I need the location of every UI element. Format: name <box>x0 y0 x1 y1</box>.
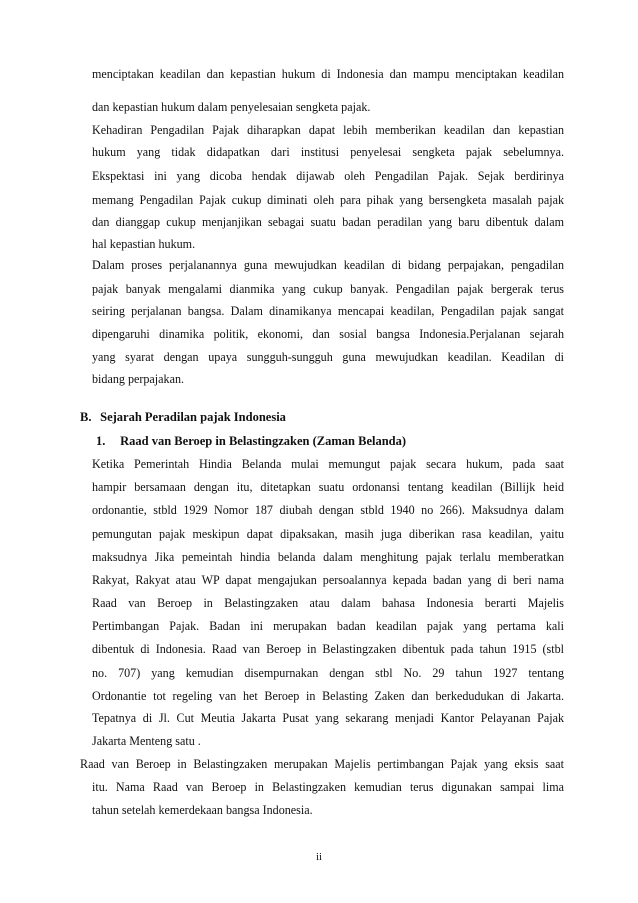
paragraph-4-line-10: no. 707) yang kemudian disempurnakan dengan stbl No. 29 tahun 1927 tentang <box>92 666 564 680</box>
paragraph-3-line-5: yang syarat dengan upaya sungguh-sungguh guna mewujudkan keadilan. Keadilan di <box>92 350 564 364</box>
subsection-1-title: Raad van Beroep in Belastingzaken (Zaman Belanda) <box>120 434 407 448</box>
paragraph-2-line-5: dan dianggap cukup menjanjikan sebagai suatu badan peradilan yang baru dibentuk dalam <box>92 215 564 229</box>
paragraph-1-line-2: dan kepastian hukum dalam penyelesaian sengketa pajak. <box>92 100 371 114</box>
paragraph-4-line-2: hampir bersamaan dengan itu, ditetapkan suatu ordonansi tentang keadilan (Billijk heid <box>92 480 564 494</box>
paragraph-5-line-2: itu. Nama Raad van Beroep in Belastingzaken kemudian terus digunakan sampai lima <box>92 780 564 794</box>
paragraph-3-line-4: dipengaruhi dinamika politik, ekonomi, dan sosial bangsa Indonesia.Perjalanan sejarah <box>92 327 564 341</box>
paragraph-4-line-1: Ketika Pemerintah Hindia Belanda mulai memungut pajak secara hukum, pada saat <box>92 457 564 471</box>
page-number: ii <box>315 851 323 863</box>
section-b-number: B. <box>80 410 92 424</box>
paragraph-4-line-9: dibentuk di Indonesia. Raad van Beroep in Belastingzaken dibentuk pada tahun 1915 (stbl <box>92 642 564 656</box>
paragraph-4-line-13: Jakarta Menteng satu . <box>92 734 201 748</box>
paragraph-2-line-1: Kehadiran Pengadilan Pajak diharapkan dapat lebih memberikan keadilan dan kepastian <box>92 123 564 137</box>
paragraph-4-line-4: pemungutan pajak meskipun dapat dipaksakan, masih juga diberikan rasa keadilan, yaitu <box>92 527 564 541</box>
paragraph-4-line-5: maksudnya Jika pemeintah hindia belanda dalam menghitung pajak terlalu memberatkan <box>92 550 564 564</box>
subsection-1-heading <box>96 433 406 449</box>
paragraph-3-line-3: seiring perjalanan bangsa. Dalam dinamikanya mencapai keadilan, Pengadilan pajak sangat <box>92 304 564 318</box>
paragraph-3-line-1: Dalam proses perjalanannya guna mewujudkan keadilan di bidang perpajakan, pengadilan <box>92 258 564 272</box>
paragraph-2-line-6: hal kepastian hukum. <box>92 237 196 251</box>
paragraph-1-line-1: menciptakan keadilan dan kepastian hukum di Indonesia dan mampu menciptakan keadilan <box>92 67 564 81</box>
paragraph-3-line-2: pajak banyak mengalami dianmika yang cukup banyak. Pengadilan pajak bergerak terus <box>92 282 564 296</box>
paragraph-4-line-8: Pertimbangan Pajak. Badan ini merupakan badan keadilan pajak yang pertama kali <box>92 619 564 633</box>
paragraph-5-line-1: Raad van Beroep in Belastingzaken merupakan Majelis pertimbangan Pajak yang eksis saat <box>80 757 564 771</box>
subsection-1-number: 1. <box>96 434 106 448</box>
paragraph-2-line-3: Ekspektasi ini yang dicoba hendak dijawab oleh Pengadilan Pajak. Sejak berdirinya <box>92 169 564 183</box>
paragraph-4-line-7: Raad van Beroep in Belastingzaken atau dalam bahasa Indonesia berarti Majelis <box>92 596 564 610</box>
paragraph-4-line-11: Ordonantie tot regeling van het Beroep in Belasting Zaken dan berkedudukan di Jakarta. <box>92 689 564 703</box>
paragraph-5-line-3: tahun setelah kemerdekaan bangsa Indonesia. <box>92 803 313 817</box>
section-b-title: Sejarah Peradilan pajak Indonesia <box>100 410 286 424</box>
paragraph-2-line-2: hukum yang tidak didapatkan dari institusi penyelesai sengketa pajak sebelumnya. <box>92 145 564 159</box>
paragraph-3-line-6: bidang perpajakan. <box>92 372 185 386</box>
paragraph-4-line-12: Tepatnya di Jl. Cut Meutia Jakarta Pusat yang sekarang menjadi Kantor Pelayanan Pajak <box>92 711 564 725</box>
section-b-heading <box>80 409 286 425</box>
paragraph-4-line-3: ordonantie, stbld 1929 Nomor 187 diubah dengan stbld 1940 no 266). Maksudnya dalam <box>92 503 564 517</box>
paragraph-4-line-6: Rakyat, Rakyat atau WP dapat mengajukan persoalannya kepada badan yang di beri nama <box>92 573 564 587</box>
paragraph-2-line-4: memang Pengadilan Pajak cukup diminati oleh para pihak yang bersengketa masalah pajak <box>92 193 564 207</box>
